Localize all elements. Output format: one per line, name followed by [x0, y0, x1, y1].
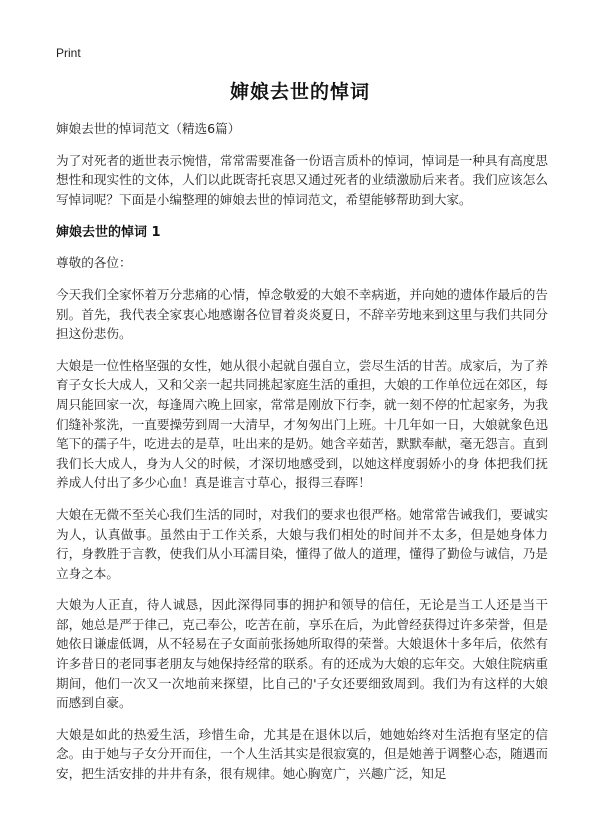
body-paragraph: 大娘为人正直，待人诚恳，因此深得同事的拥护和领导的信任，无论是当工人还是当干部，她总是严于律己，克己奉公，吃苦在前，享乐在后，为此曾经获得过许多荣誉，但是她依日谦虚低调，从不轻易在子女面前张扬她所取得的荣誉。大娘退休十多年后，依然有许多昔日的老同事老朋友与她保持经常的联系。有的还成为大娘的忘年交。大娘住院病重期间，他们一次又一次地前来探望，比自己的'子女还要细致周到。我们为有这样的大娘而感到自豪。 — [56, 597, 548, 711]
section-heading: 婶娘去世的悼词 1 — [56, 225, 161, 241]
document-body — [56, 119, 548, 796]
intro-paragraph: 为了对死者的逝世表示惋惜，常常需要准备一份语言质朴的悼词，悼词是一种具有高度思想性和现实性的文体，人们以此既寄托哀思又通过死者的业绩激励后来者。我们应该怎么写悼词呢？下面是小编整理的婶娘去世的悼词范文，希望能够帮助到大家。 — [56, 152, 548, 207]
page-title: 婶娘去世的悼词 — [229, 81, 370, 103]
body-paragraph: 大娘在无微不至关心我们生活的同时，对我们的要求也很严格。她常常告诫我们，要诚实为人，认真做事。虽然由于工作关系，大娘与我们相处的时间并不太多，但是她身体力行，身教胜于言教，使我们从小耳濡目染，懂得了做人的道理，懂得了勤俭与诚信，乃是立身之本。 — [56, 506, 548, 581]
print-label[interactable]: Print — [56, 46, 81, 60]
document-subtitle: 婶娘去世的悼词范文（精选6篇） — [56, 121, 241, 136]
body-paragraph: 今天我们全家怀着万分悲痛的心情，悼念敬爱的大娘不幸病逝，并向她的遗体作最后的告别。首先，我代表全家衷心地感谢各位冒着炎炎夏日，不辞辛劳地来到这里与我们共同分担这份悲伤。 — [56, 286, 548, 342]
salutation: 尊敬的各位： — [56, 255, 132, 271]
body-paragraph: 大娘是一位性格坚强的女性，她从很小起就自强自立，尝尽生活的甘苦。成家后，为了养育子女长大成人，又和父亲一起共同挑起家庭生活的重担，大娘的工作单位远在郊区，每周只能回家一次，每逢周六晚上回家，常常是刚放下行李，就一刻不停的忙起家务，为我们缝补浆洗，一直要操劳到周一大清早，才匆匆出门上班。十几年如一日，大娘就象色迅笔下的孺子牛，吃进去的是草，吐出来的是奶。她含辛茹苦，默默奉献，毫无怨言。直到我们长大成人，身为人父的时候，才深切地感受到，以她这样度弱娇小的身 体把我们抚养成人付出了多少心血！真是谁言寸草心，报得三春晖！ — [56, 357, 548, 491]
body-paragraph: 大娘是如此的热爱生活，珍惜生命，尤其是在退休以后，她她始终对生活抱有坚定的信念。由于她与子女分开而住，一个人生活其实是很寂寞的，但是她善于调整心态，随遇而安，把生活安排的井井有条，很有规律。她心胸宽广，兴趣广泛，知足 — [56, 726, 548, 782]
